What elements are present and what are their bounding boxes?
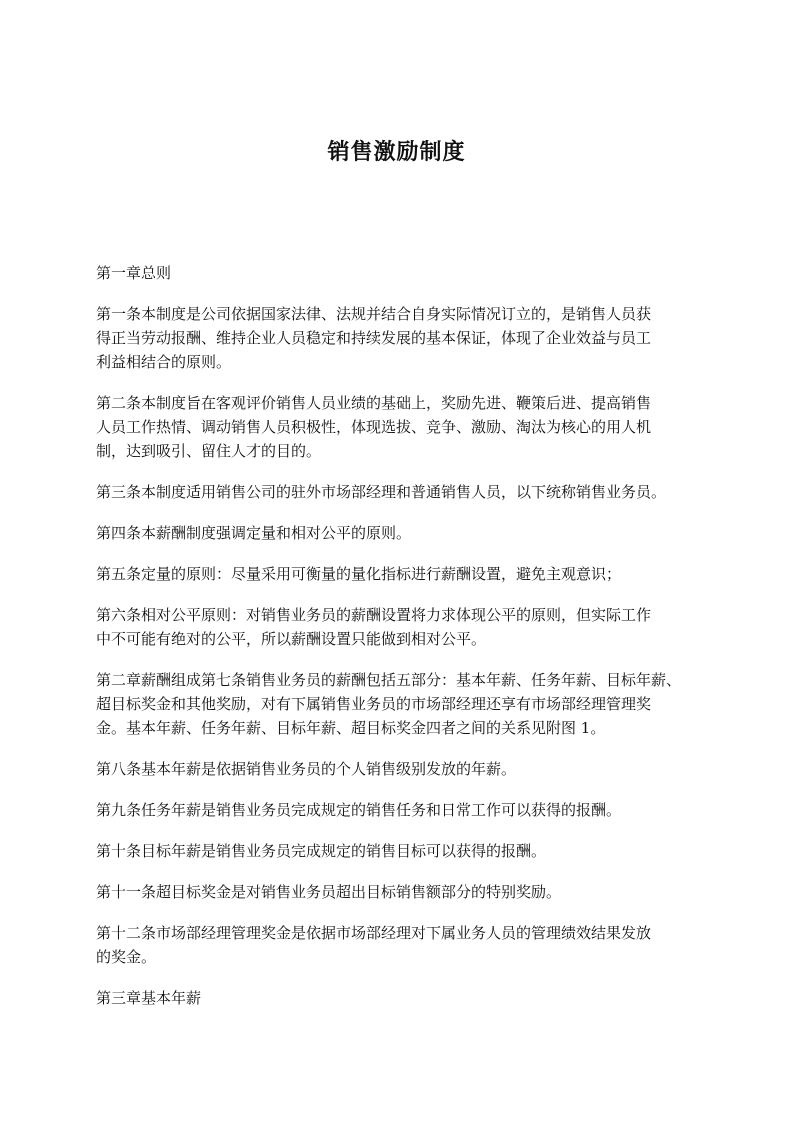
paragraph <box>96 757 706 781</box>
paragraph <box>96 480 706 504</box>
paragraph-line: 第九条任务年薪是销售业务员完成规定的销售任务和日常工作可以获得的报酬。 <box>96 801 622 819</box>
paragraph-line: 中不可能有绝对的公平，所以薪酬设置只能做到相对公平。 <box>96 630 487 648</box>
paragraph-line: 的奖金。 <box>96 948 157 966</box>
paragraph <box>96 668 706 740</box>
paragraph <box>96 880 706 904</box>
document-body <box>96 261 706 1027</box>
paragraph-line: 第五条定量的原则：尽量采用可衡量的量化指标进行薪酬设置，避免主观意识； <box>96 565 622 583</box>
paragraph-line: 第四条本薪酬制度强调定量和相对公平的原则。 <box>96 524 412 542</box>
paragraph <box>96 798 706 822</box>
paragraph <box>96 986 706 1010</box>
paragraph-line: 人员工作热情、调动销售人员积极性，体现选拔、竞争、激励、淘汰为核心的用人机 <box>96 418 652 436</box>
paragraph-line: 第十一条超目标奖金是对销售业务员超出目标销售额部分的特别奖励。 <box>96 883 562 901</box>
paragraph-line: 第三条本制度适用销售公司的驻外市场部经理和普通销售人员，以下统称销售业务员。 <box>96 483 667 501</box>
paragraph-line: 第二章薪酬组成第七条销售业务员的薪酬包括五部分：基本年薪、任务年薪、目标年薪、 <box>96 671 682 689</box>
paragraph-line: 第十条目标年薪是销售业务员完成规定的销售目标可以获得的报酬。 <box>96 842 547 860</box>
paragraph <box>96 261 706 285</box>
paragraph-line: 金。基本年薪、任务年薪、目标年薪、超目标奖金四者之间的关系见附图 1。 <box>96 719 606 737</box>
paragraph-line: 第二条本制度旨在客观评价销售人员业绩的基础上，奖励先进、鞭策后进、提高销售 <box>96 394 652 412</box>
document-title: 销售激励制度 <box>327 140 466 165</box>
paragraph-line: 第三章基本年薪 <box>96 989 202 1007</box>
paragraph-line: 第八条基本年薪是依据销售业务员的个人销售级别发放的年薪。 <box>96 760 517 778</box>
paragraph-line: 第一章总则 <box>96 264 172 282</box>
paragraph <box>96 921 706 969</box>
paragraph <box>96 839 706 863</box>
paragraph-line: 利益相结合的原则。 <box>96 353 232 371</box>
paragraph-line: 超目标奖金和其他奖励，对有下属销售业务员的市场部经理还享有市场部经理管理奖 <box>96 695 652 713</box>
paragraph <box>96 603 706 651</box>
paragraph <box>96 521 706 545</box>
paragraph-line: 第十二条市场部经理管理奖金是依据市场部经理对下属业务人员的管理绩效结果发放 <box>96 924 652 942</box>
paragraph-line: 第六条相对公平原则：对销售业务员的薪酬设置将力求体现公平的原则，但实际工作 <box>96 606 652 624</box>
paragraph <box>96 391 706 463</box>
paragraph <box>96 562 706 586</box>
paragraph-line: 制，达到吸引、留住人才的目的。 <box>96 442 322 460</box>
paragraph-line: 得正当劳动报酬、维持企业人员稳定和持续发展的基本保证，体现了企业效益与员工 <box>96 329 652 347</box>
paragraph <box>96 302 706 374</box>
paragraph-line: 第一条本制度是公司依据国家法律、法规并结合自身实际情况订立的，是销售人员获 <box>96 305 652 323</box>
